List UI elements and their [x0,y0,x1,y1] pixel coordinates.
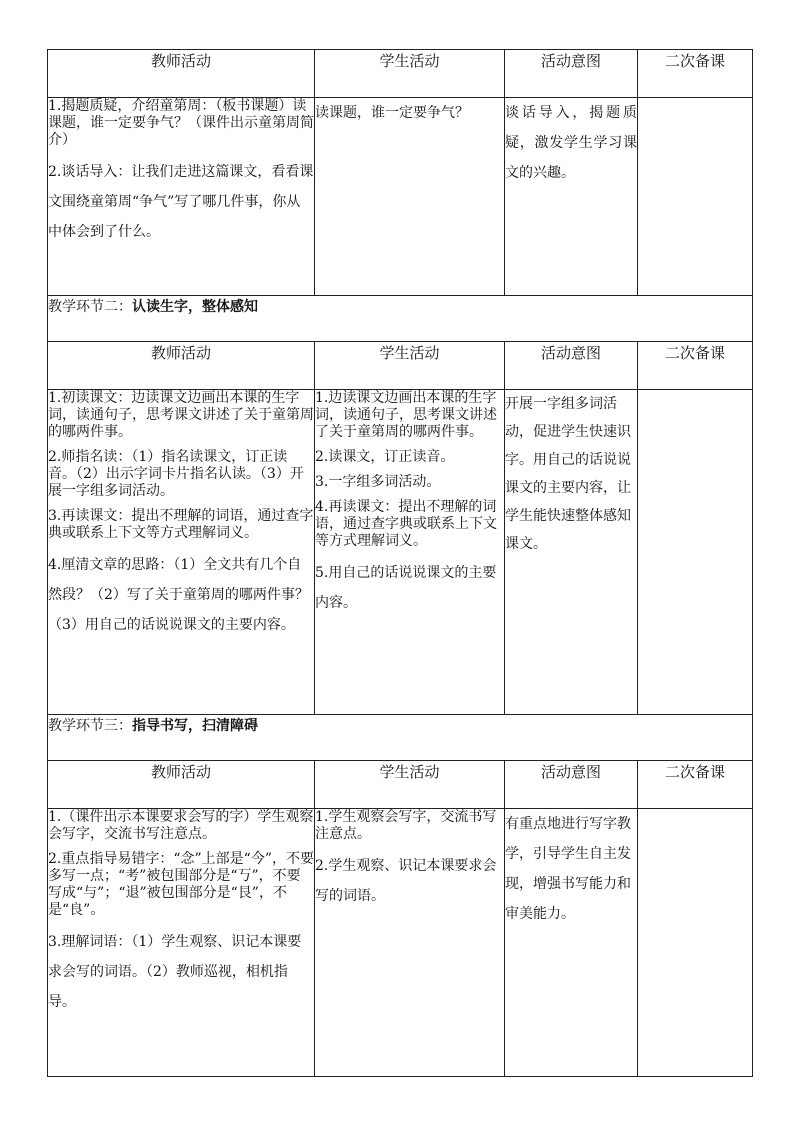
lesson-plan-table [47,49,753,1077]
section-2-row [48,296,753,342]
header-row-3 [48,761,753,809]
block3-intent-cell [505,809,638,1077]
block2-teacher-cell [48,390,315,715]
header-teacher-activity: 教师活动 [48,50,315,98]
header-activity-intent: 活动意图 [505,342,638,390]
block1-teacher-item: 1.揭题质疑，介绍童第周：（板书课题）读课题，谁一定要争气？（课件出示童第周简介） [48,98,314,148]
block1-student-item: 读课题，谁一定要争气？ [315,105,469,121]
block2-teacher-item: 2.师指名读：（1）指名读课文，订正读音。（2）出示字词卡片指名认读。（3）开展一字组多词活动。 [48,449,304,499]
header-teacher-activity: 教师活动 [48,761,315,809]
block3-row [48,809,753,1077]
block3-second-prep-cell [638,809,753,1077]
section-3-prefix: 教学环节三： [48,718,132,734]
section-2-heading [48,296,753,342]
block2-teacher-item: 4.厘清文章的思路：（1）全文共有几个自然段？（2）写了关于童第周的哪两件事？（3）用自己的话说说课文的主要内容。 [48,557,309,633]
block3-teacher-item: 1.（课件出示本课要求会写的字）学生观察会写字，交流书写注意点。 [48,809,314,842]
header-second-prep: 二次备课 [638,761,753,809]
section-2-prefix: 教学环节二： [48,299,132,315]
block2-teacher-item: 1.初读课文：边读课文边画出本课的生字词，读通句子，思考课文讲述了关于童第周的哪两件事。 [48,390,314,440]
block2-student-cell [315,390,505,715]
section-3-heading [48,715,753,761]
header-second-prep: 二次备课 [638,50,753,98]
block2-student-item: 4.再读课文：提出不理解的词语，通过查字典或联系上下文等方式理解词义。 [315,499,497,549]
block1-student-cell [315,98,505,296]
section-3-row [48,715,753,761]
block1-second-prep-cell [638,98,753,296]
header-teacher-activity: 教师活动 [48,342,315,390]
block1-row [48,98,753,296]
block2-teacher-item: 3.再读课文：提出不理解的词语，通过查字典或联系上下文等方式理解词义。 [48,508,314,541]
block3-intent-text: 有重点地进行写字教学，引导学生自主发现，增强书写能力和审美能力。 [505,816,631,922]
block1-teacher-cell [48,98,315,296]
header-row-2 [48,342,753,390]
block2-second-prep-cell [638,390,753,715]
header-activity-intent: 活动意图 [505,761,638,809]
header-second-prep: 二次备课 [638,342,753,390]
block1-intent-text: 谈话导入，揭题质疑，激发学生学习课文的兴趣。 [505,105,637,181]
block2-student-item: 3.一字组多词活动。 [315,474,441,490]
header-student-activity: 学生活动 [315,761,505,809]
block3-teacher-cell [48,809,315,1077]
header-row-1 [48,50,753,98]
header-activity-intent: 活动意图 [505,50,638,98]
block3-teacher-item: 2.重点指导易错字：“念”上部是“今”，不要多写一点；“考”被包围部分是“丂”，不要写成“与”；“退”被包围部分是“艮”，不是“良”。 [48,851,314,918]
block3-teacher-item: 3.理解词语：（1）学生观察、识记本课要求会写的词语。（2）教师巡视，相机指导。 [48,934,302,1010]
section-3-title: 指导书写，扫清障碍 [132,718,258,734]
block2-intent-text: 开展一字组多词活动，促进学生快速识字。用自己的话说说课文的主要内容，让学生能快速整体感知课文。 [505,396,631,552]
header-student-activity: 学生活动 [315,50,505,98]
block1-intent-cell [505,98,638,296]
block2-student-item: 5.用自己的话说说课文的主要内容。 [315,565,497,611]
section-2-title: 认读生字，整体感知 [132,299,258,315]
block3-student-cell [315,809,505,1077]
block2-student-item: 1.边读课文边画出本课的生字词，读通句子，思考课文讲述了关于童第周的哪两件事。 [315,390,497,440]
block3-student-item: 2.学生观察、识记本课要求会写的词语。 [315,858,497,904]
block2-intent-cell [505,390,638,715]
block2-row [48,390,753,715]
header-student-activity: 学生活动 [315,342,505,390]
block2-student-item: 2.读课文，订正读音。 [315,449,455,465]
block3-student-item: 1.学生观察会写字，交流书写注意点。 [315,809,497,842]
block1-teacher-item: 2.谈话导入：让我们走进这篇课文，看看课文围绕童第周“争气”写了哪几件事，你从中体会到了什么。 [48,164,314,240]
